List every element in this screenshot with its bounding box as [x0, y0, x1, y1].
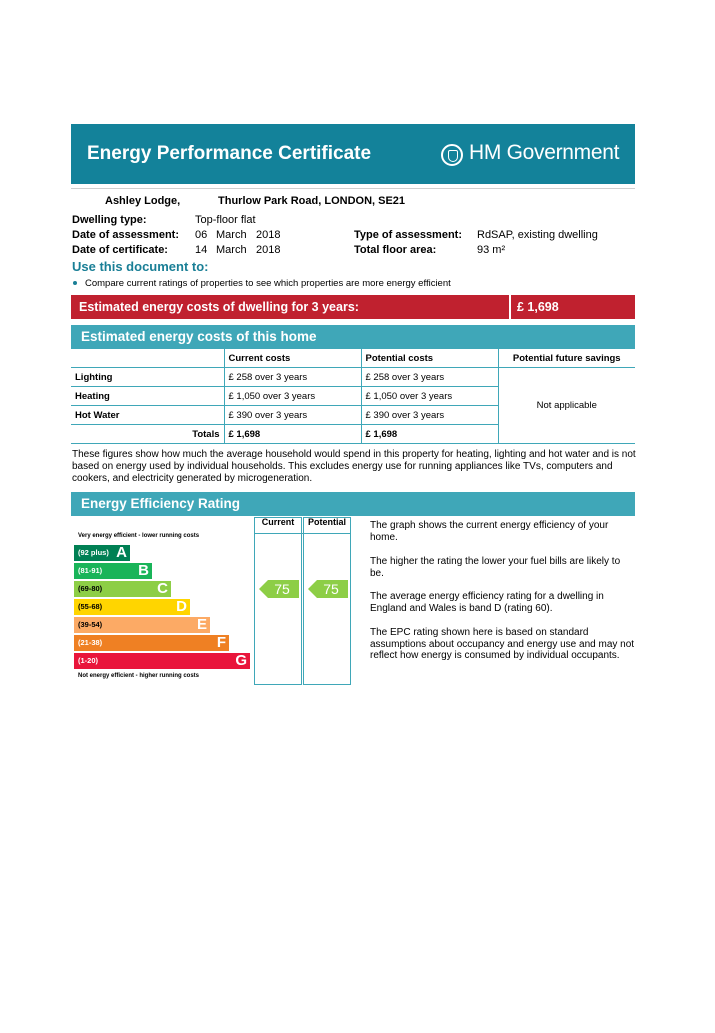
rating-description-1: The graph shows the current energy efficiency of your home. [370, 520, 609, 543]
rating-description-2: The higher the rating the lower your fuel bills are likely to be. [370, 556, 621, 579]
rating-section-header [71, 492, 635, 516]
assessment-day: 06 [195, 229, 208, 241]
use-document-title: Use this document to: [72, 259, 209, 274]
current-rating-value: 75 [274, 581, 290, 597]
table-header-row [71, 349, 635, 368]
assessment-date-label: Date of assessment: [72, 229, 179, 241]
address-line2: Thurlow Park Road, LONDON, SE21 [218, 195, 406, 207]
use-document-bullet [73, 278, 451, 289]
current-column [254, 517, 302, 685]
floor-area-value: 93 m² [477, 244, 506, 256]
band-letter: D [176, 598, 187, 615]
certificate-date-label: Date of certificate: [72, 244, 168, 256]
header-potential: Potential costs [361, 349, 498, 368]
row-potential: £ 1,050 over 3 years [361, 387, 498, 406]
band-letter: A [116, 544, 127, 561]
rating-description-4: The EPC rating shown here is based on standard assumptions about occupancy and energy use and may not reflect how energy is consumed by individual occupants. [370, 627, 635, 661]
band-range: (39-54) [78, 620, 103, 629]
header-savings: Potential future savings [498, 349, 635, 368]
costs-section-title: Estimated energy costs of this home [81, 329, 317, 344]
rating-band-f [74, 635, 229, 651]
row-potential: £ 390 over 3 years [361, 406, 498, 425]
band-range: (21-38) [78, 638, 103, 647]
row-current: £ 1,050 over 3 years [224, 387, 361, 406]
totals-potential: £ 1,698 [361, 425, 498, 444]
address-line1: Ashley Lodge, [105, 195, 181, 207]
certificate-year: 2018 [256, 244, 281, 256]
bar-separator [509, 295, 511, 319]
row-current: £ 390 over 3 years [224, 406, 361, 425]
band-range: (81-91) [78, 566, 103, 575]
band-letter: F [216, 634, 226, 651]
rating-band-b [74, 563, 152, 579]
current-rating-arrow [259, 580, 299, 598]
assessment-type-label: Type of assessment: [354, 229, 463, 241]
table-row [71, 368, 635, 387]
potential-column [303, 517, 351, 685]
potential-header: Potential [307, 517, 346, 527]
rating-description-3: The average energy efficiency rating for a dwelling in England and Wales is band D (rating 60). [370, 591, 604, 614]
rating-band-d [74, 599, 190, 615]
certificate-title: Energy Performance Certificate [87, 143, 372, 164]
band-range: (92 plus) [78, 548, 109, 557]
row-potential: £ 258 over 3 years [361, 368, 498, 387]
estimated-3yr-label: Estimated energy costs of dwelling for 3 years: [79, 300, 359, 314]
costs-section-header [71, 325, 635, 349]
assessment-month: March [216, 229, 247, 241]
potential-rating-value: 75 [323, 581, 339, 597]
floor-area-label: Total floor area: [354, 244, 437, 256]
costs-note: These figures show how much the average household would spend in this property for heating, lighting and hot water and is not based on energy used by individual households. This excludes energy use for running appliances like TVs, computers and cookers, and electricity generated by microgeneration. [72, 449, 636, 484]
savings-cell: Not applicable [498, 368, 635, 444]
government-label: HM Government [469, 141, 620, 164]
band-range: (1-20) [78, 656, 99, 665]
band-range: (69-80) [78, 584, 103, 593]
estimated-3yr-bar [71, 295, 635, 319]
crest-icon [441, 144, 463, 166]
potential-rating-arrow [308, 580, 348, 598]
epc-header [71, 124, 635, 184]
scale-bottom-label: Not energy efficient - higher running costs [78, 673, 200, 679]
assessment-year: 2018 [256, 229, 281, 241]
band-range: (55-68) [78, 602, 103, 611]
scale-top-label: Very energy efficient - lower running costs [78, 533, 200, 539]
bullet-text: Compare current ratings of properties to see which properties are more energy efficient [85, 278, 451, 289]
dwelling-type-label: Dwelling type: [72, 214, 147, 226]
band-letter: C [157, 580, 168, 597]
assessment-type-value: RdSAP, existing dwelling [477, 229, 598, 241]
row-label: Lighting [71, 368, 224, 387]
rating-section-title: Energy Efficiency Rating [81, 496, 241, 511]
band-letter: E [196, 616, 207, 633]
row-label: Heating [71, 387, 224, 406]
divider [71, 188, 635, 189]
rating-band-a [74, 545, 130, 561]
bullet-icon [73, 281, 77, 285]
totals-current: £ 1,698 [224, 425, 361, 444]
rating-band-g [74, 653, 250, 669]
row-current: £ 258 over 3 years [224, 368, 361, 387]
certificate-month: March [216, 244, 247, 256]
band-letter: G [235, 652, 247, 669]
totals-label: Totals [71, 425, 224, 444]
rating-band-e [74, 617, 210, 633]
dwelling-type-value: Top-floor flat [195, 214, 256, 226]
rating-band-c [74, 581, 171, 597]
certificate-day: 14 [195, 244, 208, 256]
current-header: Current [261, 517, 295, 527]
estimated-3yr-value: £ 1,698 [517, 300, 559, 314]
row-label: Hot Water [71, 406, 224, 425]
header-current: Current costs [224, 349, 361, 368]
costs-table [71, 349, 635, 444]
band-letter: B [138, 562, 149, 579]
column-header-line [254, 533, 351, 534]
